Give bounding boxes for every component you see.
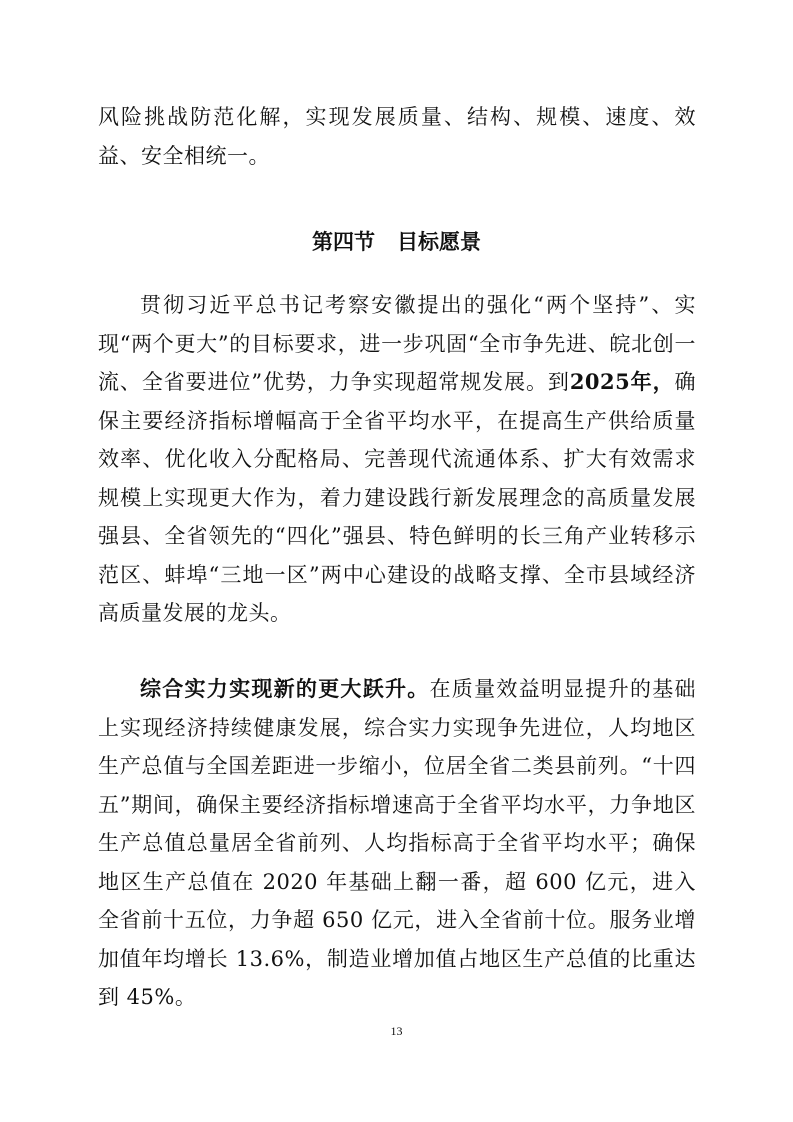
paragraph-strength bbox=[98, 670, 696, 1017]
page-number: 13 bbox=[390, 1024, 403, 1038]
section-heading bbox=[0, 223, 793, 261]
paragraph-continuation bbox=[98, 98, 696, 175]
vision-rest-text: 确保主要经济指标增幅高于全省平均水平，在提高生产供给质量效率、优化收入分配格局、完善现代流通体系、扩大有效需求规模上实现更大作为，着力建设践行新发展理念的高质量发展强县、全省领先的“四化”强县、特色鲜明的长三角产业转移示范区、蚌埠“三地一区”两中心建设的战略支撑、全市县域经济高质量发展的龙头。 bbox=[98, 370, 696, 625]
paragraph-continuation-text: 风险挑战防范化解，实现发展质量、结构、规模、速度、效益、安全相统一。 bbox=[98, 105, 696, 168]
section-number: 第四节 bbox=[312, 230, 375, 254]
section-title: 目标愿景 bbox=[397, 230, 481, 254]
strength-body-text: 在质量效益明显提升的基础上实现经济持续健康发展，综合实力实现争先进位，人均地区生产总值与全国差距进一步缩小，位居全省二类县前列。“十四五”期间，确保主要经济指标增速高于全省平均水平，力争地区生产总值总量居全省前列、人均指标高于全省平均水平；确保地区生产总值在 2020 年基础上翻一番，超 600 亿元，进入全省前十五位，力争超 650 亿元，进入全省前十位。服务业增加值年均增长 13.6%，制造业增加值占地区生产总值的比重达到 45%。 bbox=[98, 677, 697, 1009]
vision-lead-text: 贯彻习近平总书记考察安徽提出的强化“两个坚持”、实现“两个更大”的目标要求，进一步巩固“全市争先进、皖北创一流、全省要进位”优势，力争实现超常规发展。到 bbox=[98, 293, 696, 394]
strength-lead-bold: 综合实力实现新的更大跃升。 bbox=[140, 676, 430, 701]
vision-year-bold: 2025年， bbox=[569, 369, 675, 394]
paragraph-vision bbox=[98, 286, 696, 633]
